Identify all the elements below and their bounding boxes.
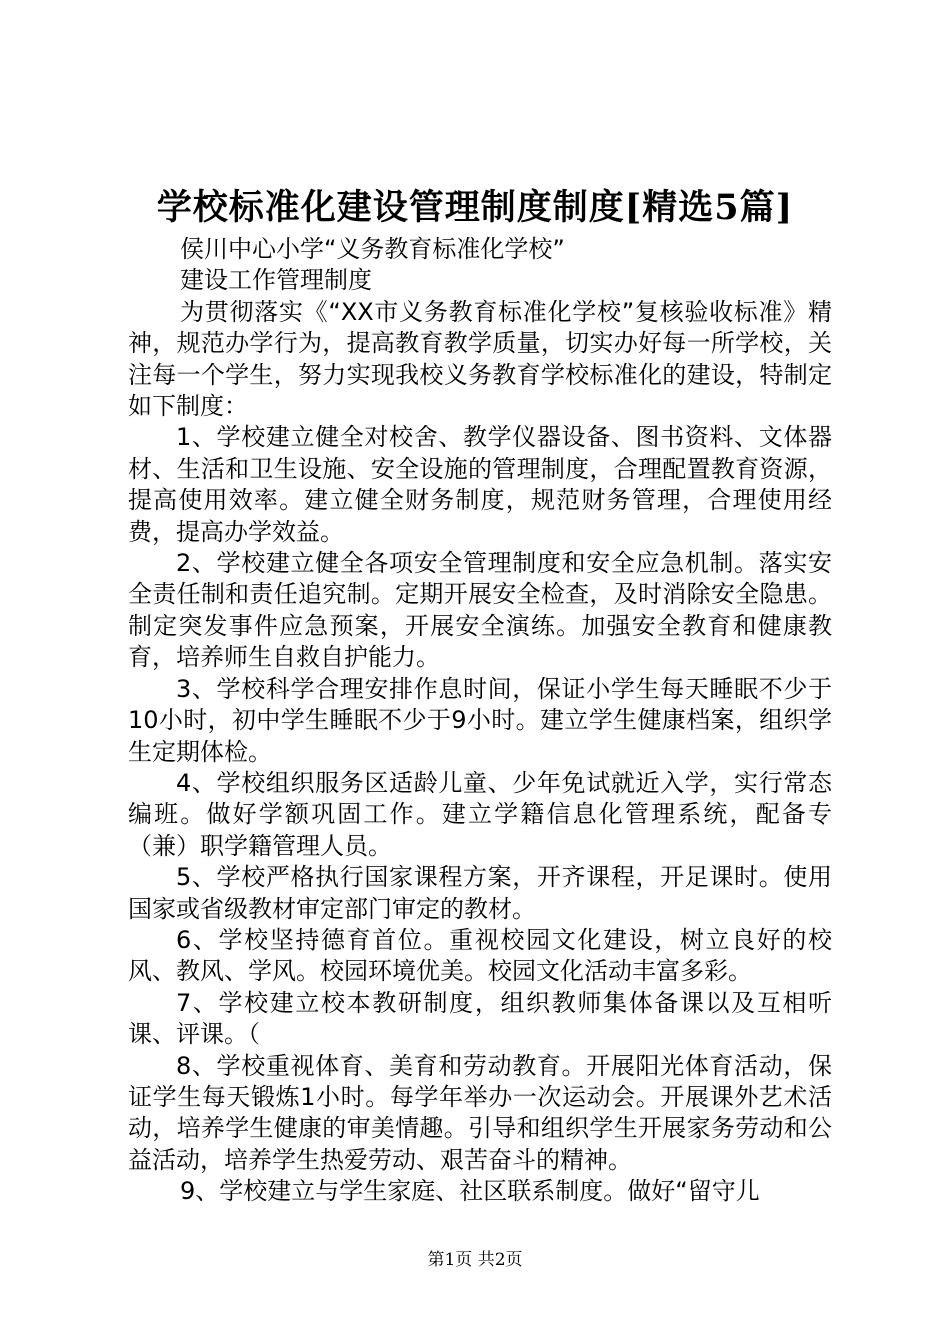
subtitle-line-2: 建设工作管理制度: [180, 266, 372, 295]
paragraph-item-8: 8、学校重视体育、美育和劳动教育。开展阳光体育活动，保证学生每天锻炼1小时。每学年举办一次运动会。开展课外艺术活动，培养学生健康的审美情趣。引导和组织学生开展家务劳动和公益活动，培养学生热爱劳动、艰苦奋斗的精神。: [128, 1051, 832, 1174]
subtitle-line-1: 侯川中心小学“义务教育标准化学校”: [180, 235, 565, 263]
page-number-footer: 第1页 共2页: [427, 1250, 523, 1270]
document-body: [128, 234, 832, 1208]
paragraph-item-9: 9、学校建立与学生家庭、社区联系制度。做好“留守儿: [180, 1177, 760, 1206]
paragraph-item-1: 1、学校建立健全对校舍、教学仪器设备、图书资料、文体器材、生活和卫生设施、安全设施的管理制度，合理配置教育资源，提高使用效率。建立健全财务制度，规范财务管理，合理使用经费，提高办学效益。: [128, 423, 832, 546]
paragraph-item-4: 4、学校组织服务区适龄儿童、少年免试就近入学，实行常态编班。做好学额巩固工作。建立学籍信息化管理系统，配备专（兼）职学籍管理人员。: [128, 768, 832, 860]
paragraph-item-2: 2、学校建立健全各项安全管理制度和安全应急机制。落实安全责任制和责任追究制。定期开展安全检查，及时消除安全隐患。制定突发事件应急预案，开展安全演练。加强安全教育和健康教育，培养师生自救自护能力。: [128, 549, 832, 672]
paragraph-intro: 为贯彻落实《“XX市义务教育标准化学校”复核验收标准》精神，规范办学行为，提高教育教学质量，切实办好每一所学校，关注每一个学生，努力实现我校义务教育学校标准化的建设，特制定如下制度：: [128, 297, 832, 421]
paragraph-item-5: 5、学校严格执行国家课程方案，开齐课程，开足课时。使用国家或省级教材审定部门审定的教材。: [128, 863, 832, 923]
paragraph-item-3: 3、学校科学合理安排作息时间，保证小学生每天睡眠不少于10小时，初中学生睡眠不少于9小时。建立学生健康档案，组织学生定期体检。: [128, 674, 832, 766]
paragraph-item-7: 7、学校建立校本教研制度，组织教师集体备课以及互相听课、评课。（: [128, 988, 832, 1049]
paragraph-item-6: 6、学校坚持德育首位。重视校园文化建设，树立良好的校风、教风、学风。校园环境优美。校园文化活动丰富多彩。: [128, 925, 832, 986]
document-title: 学校标准化建设管理制度制度[精选5篇]: [156, 187, 794, 228]
